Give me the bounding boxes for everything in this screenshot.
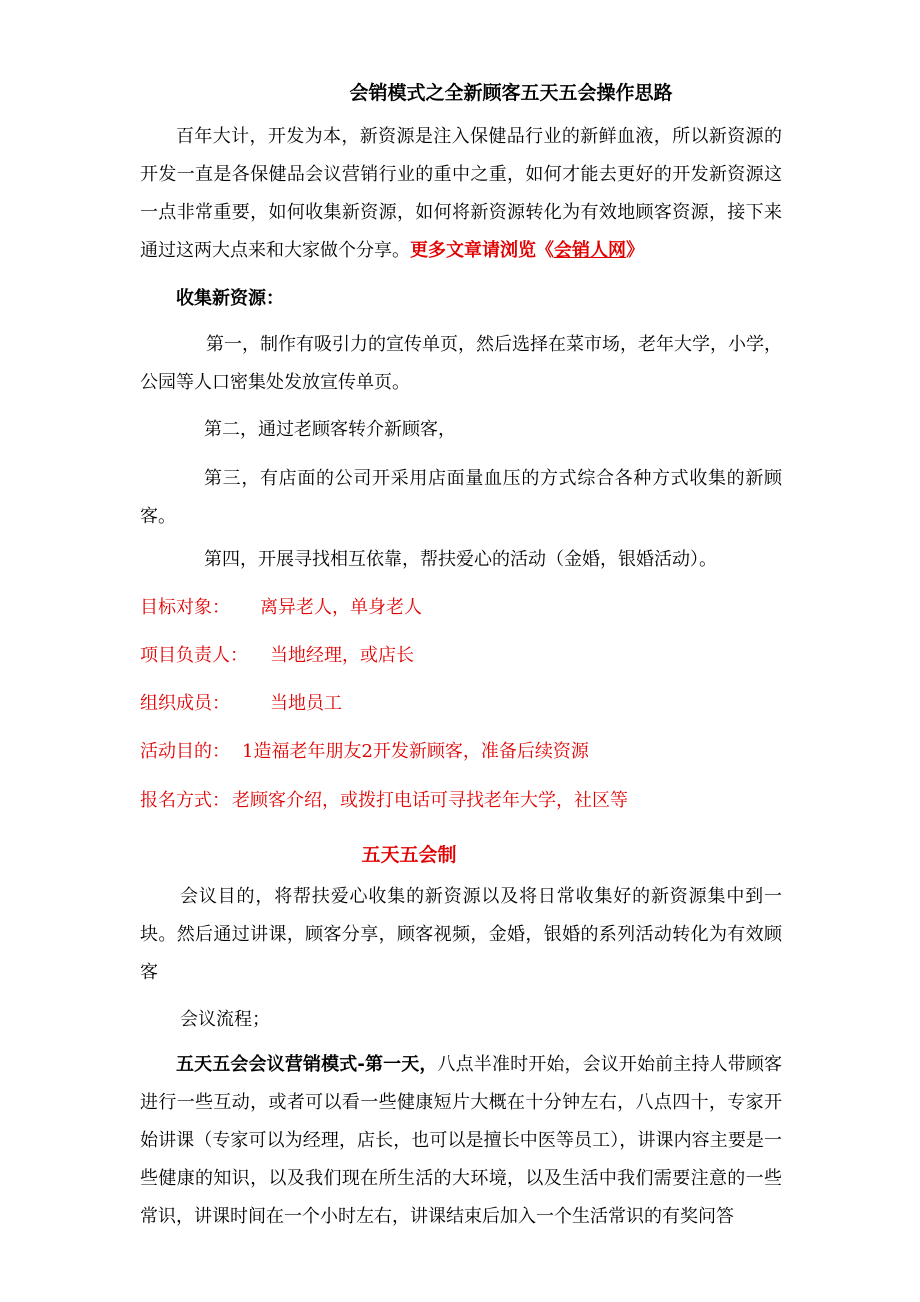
field-label: 活动目的： bbox=[140, 741, 230, 762]
item3-text: 第三，有店面的公司开采用店面量血压的方式综合各种方式收集的新顾客。 bbox=[140, 468, 782, 527]
field-label: 项目负责人： bbox=[140, 645, 248, 666]
field-owner bbox=[140, 644, 414, 668]
intro-paragraph bbox=[140, 118, 782, 270]
item3-paragraph bbox=[140, 460, 782, 536]
item2-text: 第二，通过老顾客转介新顾客， bbox=[204, 419, 456, 440]
day1-heading: 五天五会会议营销模式-第一天， bbox=[176, 1054, 438, 1075]
intro-text: 百年大计，开发为本，新资源是注入保健品行业的新鲜血液，所以新资源的开发一直是各保健品会议营销行业的重中之重，如何才能去更好的开发新资源这一点非常重要，如何收集新资源，如何将新资源转化为有效地顾客资源，接下来通过这两大点来和大家做个分享。 bbox=[140, 126, 782, 261]
promo-link[interactable] bbox=[410, 240, 644, 261]
day1-paragraph bbox=[140, 1046, 782, 1236]
field-value: 1造福老年朋友2开发新顾客，准备后续资源 bbox=[242, 741, 589, 762]
field-value: 离异老人，单身老人 bbox=[260, 597, 422, 618]
flow-label: 会议流程； bbox=[180, 1009, 270, 1030]
field-label: 组织成员： bbox=[140, 693, 230, 714]
purpose-text: 会议目的，将帮扶爱心收集的新资源以及将日常收集好的新资源集中到一块。然后通过讲课，顾客分享，顾客视频，金婚，银婚的系列活动转化为有效顾客 bbox=[140, 886, 782, 983]
field-target bbox=[140, 596, 422, 620]
item1-paragraph bbox=[140, 326, 782, 402]
field-label: 目标对象： bbox=[140, 597, 230, 618]
purpose-paragraph bbox=[140, 878, 782, 992]
day1-text: 八点半准时开始，会议开始前主持人带顾客进行一些互动，或者可以看一些健康短片大概在十分钟左右，八点四十，专家开始讲课（专家可以为经理，店长，也可以是擅长中医等员工），讲课内容主要是一些健康的知识，以及我们现在所生活的大环境，以及生活中我们需要注意的一些常识，讲课时间在一个小时左右，讲课结束后加入一个生活常识的有奖问答 bbox=[140, 1054, 782, 1227]
field-signup bbox=[140, 789, 628, 813]
field-label: 报名方式： bbox=[140, 790, 230, 811]
field-value: 老顾客介绍，或拨打电话可寻找老年大学，社区等 bbox=[232, 790, 628, 811]
section2-heading: 五天五会制 bbox=[361, 844, 457, 866]
item4-text: 第四，开展寻找相互依靠，帮扶爱心的活动（金婚，银婚活动）。 bbox=[204, 549, 717, 570]
item1-text: 第一，制作有吸引力的宣传单页，然后选择在菜市场，老年大学，小学，公园等人口密集处发放宣传单页。 bbox=[140, 334, 782, 393]
field-value: 当地经理，或店长 bbox=[270, 645, 414, 666]
promo-prefix: 更多文章请浏览《 bbox=[410, 240, 554, 261]
promo-suffix: 》 bbox=[626, 240, 644, 261]
document-title: 会销模式之全新顾客五天五会操作思路 bbox=[349, 82, 673, 104]
field-members bbox=[140, 692, 342, 716]
promo-link-text[interactable]: 会销人网 bbox=[554, 240, 626, 261]
section1-heading: 收集新资源： bbox=[176, 288, 284, 309]
field-goal bbox=[140, 740, 589, 764]
field-value: 当地员工 bbox=[270, 693, 342, 714]
